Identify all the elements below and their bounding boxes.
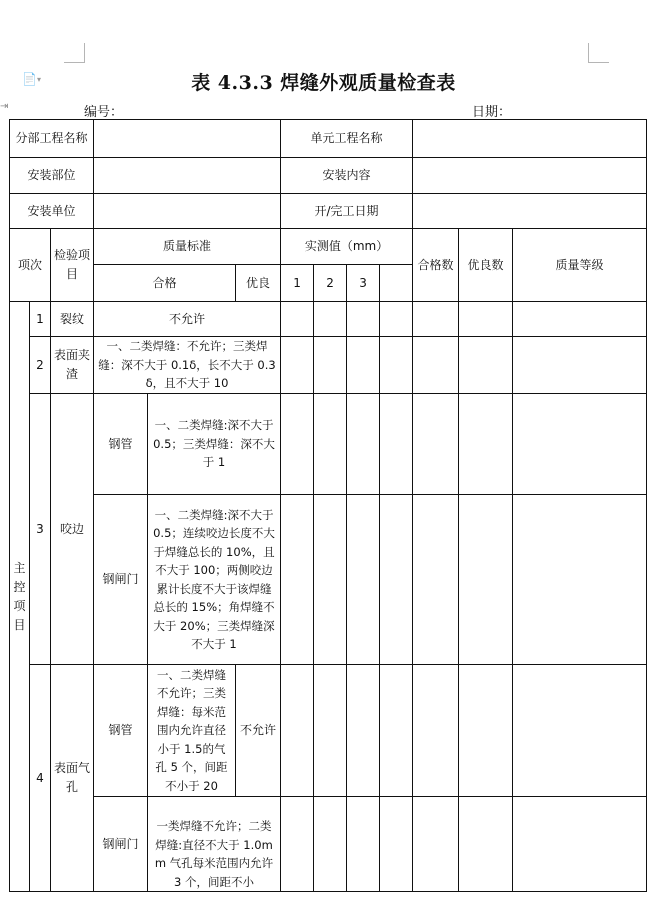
row-subitem: 钢闸门 (94, 495, 148, 665)
row-standard: 一类焊缝不允许；二类焊缝:直径不大于 1.0mm 气孔每米范围内允许 3 个，间距不小 (148, 797, 281, 892)
date-blank (511, 105, 571, 120)
crop-mark-top-right-v (588, 43, 589, 63)
cell (413, 797, 459, 892)
cell (347, 394, 380, 495)
start-end-date-label: 开/完工日期 (281, 194, 413, 229)
sub-project-label: 分部工程名称 (10, 120, 94, 158)
cell (347, 337, 380, 394)
number-field (84, 101, 189, 120)
install-content-value (413, 158, 647, 194)
unit-project-value (413, 120, 647, 158)
cell (281, 797, 314, 892)
install-content-label: 安装内容 (281, 158, 413, 194)
table-row (10, 194, 647, 229)
row-standard: 不允许 (94, 302, 281, 337)
inspection-table (9, 119, 647, 892)
row-standard-excellent: 不允许 (236, 665, 281, 797)
cell (513, 665, 647, 797)
cell (413, 665, 459, 797)
check-item-header: 检验项目 (51, 229, 94, 302)
cell (380, 337, 413, 394)
main-control-label: 主控项目 (13, 560, 26, 632)
table-row (10, 337, 647, 394)
cell (380, 665, 413, 797)
cell (281, 665, 314, 797)
cell (347, 302, 380, 337)
row-item: 表面气孔 (51, 665, 94, 892)
page-title: 表 4.3.3 焊缝外观质量检查表 (191, 72, 456, 94)
cell (459, 394, 513, 495)
cell (513, 495, 647, 665)
cell (314, 394, 347, 495)
paragraph-arrow-icon: ⇥ (0, 101, 9, 112)
cell (347, 665, 380, 797)
cell (314, 797, 347, 892)
row-no: 1 (30, 302, 51, 337)
cell (380, 394, 413, 495)
table-row (10, 302, 647, 337)
table-row (10, 797, 647, 892)
row-item: 咬边 (51, 394, 94, 665)
cell (459, 302, 513, 337)
excellent-header: 优良 (236, 265, 281, 302)
qualified-count-header: 合格数 (413, 229, 459, 302)
cell (314, 665, 347, 797)
table-row (10, 665, 647, 797)
quality-grade-header: 质量等级 (513, 229, 647, 302)
row-no: 3 (30, 394, 51, 665)
crop-mark-top-left-v (84, 43, 85, 63)
start-end-date-value (413, 194, 647, 229)
number-label: 编号： (84, 105, 124, 120)
cell (513, 337, 647, 394)
cell (513, 797, 647, 892)
item-no-header: 项次 (10, 229, 51, 302)
table-row (10, 229, 647, 265)
cell (459, 495, 513, 665)
row-item: 表面夹渣 (51, 337, 94, 394)
cell (347, 495, 380, 665)
install-unit-label: 安装单位 (10, 194, 94, 229)
measure-1-header: 1 (281, 265, 314, 302)
crop-mark-top-left-h (64, 62, 85, 63)
cell (380, 302, 413, 337)
measure-3-header: 3 (347, 265, 380, 302)
cell (380, 495, 413, 665)
install-location-value (94, 158, 281, 194)
unit-project-label: 单元工程名称 (281, 120, 413, 158)
date-label: 日期： (472, 105, 512, 120)
cell (513, 302, 647, 337)
cell (281, 394, 314, 495)
row-subitem: 钢闸门 (94, 797, 148, 892)
date-field (472, 101, 571, 120)
table-row (10, 394, 647, 495)
install-unit-value (94, 194, 281, 229)
qualified-header: 合格 (94, 265, 236, 302)
main-control-group (10, 302, 30, 892)
cell (413, 337, 459, 394)
row-no: 4 (30, 665, 51, 892)
measure-2-header: 2 (314, 265, 347, 302)
row-subitem: 钢管 (94, 394, 148, 495)
cell (513, 394, 647, 495)
sub-project-value (94, 120, 281, 158)
cell (314, 495, 347, 665)
cell (413, 302, 459, 337)
row-standard-qualified: 一、二类焊缝不允许；三类焊缝：每米范围内允许直径小于 1.5的气孔 5 个，间距不小于 20 (148, 665, 236, 797)
cell (347, 797, 380, 892)
cell (413, 495, 459, 665)
cell (380, 797, 413, 892)
table-row (10, 495, 647, 665)
cell (281, 495, 314, 665)
cell (281, 302, 314, 337)
excellent-count-header: 优良数 (459, 229, 513, 302)
measure-4-header (380, 265, 413, 302)
cell (281, 337, 314, 394)
row-standard: 一、二类焊缝：不允许；三类焊缝：深不大于 0.1δ，长不大于 0.3δ，且不大于 10 (94, 337, 281, 394)
row-no: 2 (30, 337, 51, 394)
cell (314, 302, 347, 337)
row-standard: 一、二类焊缝:深不大于 0.5；连续咬边长度不大于焊缝总长的 10%，且不大于 100；两侧咬边累计长度不大于该焊缝总长的 15%；角焊缝不大于 20%；三类焊缝深不大于 1 (148, 495, 281, 665)
document-icon[interactable]: 📄▾ (22, 72, 41, 86)
measured-header: 实测值（mm） (281, 229, 413, 265)
cell (459, 337, 513, 394)
row-item: 裂纹 (51, 302, 94, 337)
row-subitem: 钢管 (94, 665, 148, 797)
crop-mark-top-right-h (588, 62, 609, 63)
cell (314, 337, 347, 394)
table-row (10, 120, 647, 158)
install-location-label: 安装部位 (10, 158, 94, 194)
quality-standard-header: 质量标准 (94, 229, 281, 265)
table-row (10, 158, 647, 194)
cell (459, 665, 513, 797)
cell (459, 797, 513, 892)
cell (413, 394, 459, 495)
row-standard: 一、二类焊缝:深不大于 0.5；三类焊缝：深不大于 1 (148, 394, 281, 495)
number-blank (123, 105, 189, 120)
